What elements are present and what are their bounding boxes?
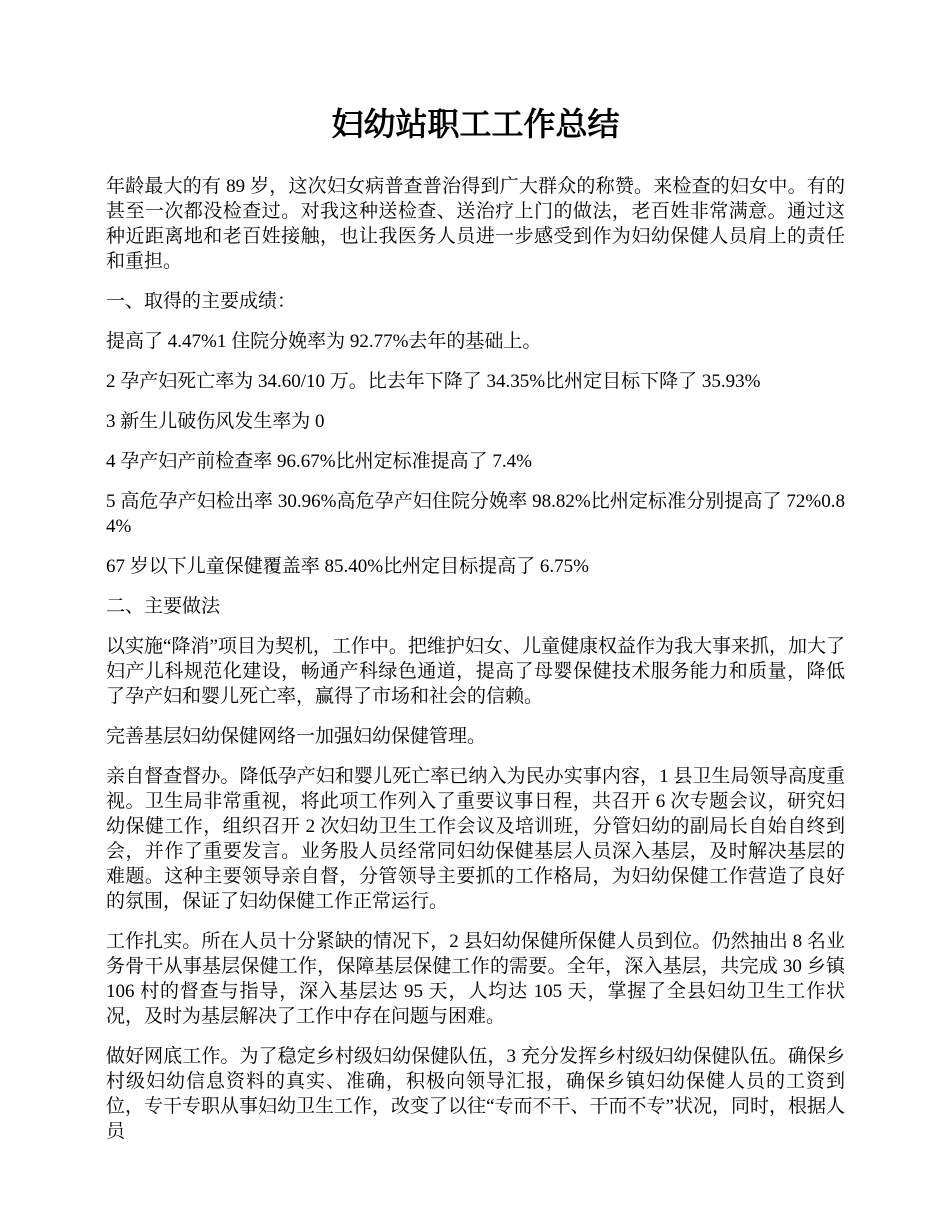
practice-paragraph-1: 以实施“降消”项目为契机，工作中。把维护妇女、儿童健康权益作为我大事来抓，加大了妇产儿科规范化建设，畅通产科绿色通道，提高了母婴保健技术服务能力和质量，降低了孕产妇和婴儿死亡率，赢得了市场和社会的信赖。 — [106, 635, 845, 707]
achievement-item-1: 提高了 4.47%1 住院分娩率为 92.77%去年的基础上。 — [106, 330, 542, 352]
practice-paragraph-3: 亲自督查督办。降低孕产妇和婴儿死亡率已纳入为民办实事内容，1 县卫生局领导高度重视。卫生局非常重视，将此项工作列入了重要议事日程，共召开 6 次专题会议，研究妇幼保健工作，组织召开 2 次妇幼卫生工作会议及培训班，分管妇幼的副局长自始自终到会，并作了重要发言。业务股人员经常同妇幼保健基层人员深入基层，及时解决基层的难题。这种主要领导亲自督，分管领导主要抓的工作格局，为妇幼保健工作营造了良好的氛围，保证了妇幼保健工作正常运行。 — [106, 765, 845, 912]
achievement-item-3: 3 新生儿破伤风发生率为 0 — [106, 410, 325, 432]
achievement-item-5: 5 高危孕产妇检出率 30.96%高危孕产妇住院分娩率 98.82%比州定标准分别提高了 72%0.84% — [106, 490, 845, 537]
page-title: 妇幼站职工工作总结 — [331, 106, 620, 142]
achievement-item-6: 67 岁以下儿童保健覆盖率 85.40%比州定目标提高了 6.75% — [106, 555, 589, 577]
intro-paragraph: 年龄最大的有 89 岁，这次妇女病普查普治得到广大群众的称赞。来检查的妇女中。有的甚至一次都没检查过。对我这种送检查、送治疗上门的做法，老百姓非常满意。通过这种近距离地和老百姓接触，也让我医务人员进一步感受到作为妇幼保健人员肩上的责任和重担。 — [106, 175, 845, 272]
section-heading-achievements: 一、取得的主要成绩： — [106, 290, 297, 312]
achievement-item-2: 2 孕产妇死亡率为 34.60/10 万。比去年下降了 34.35%比州定目标下降了 35.93% — [106, 370, 761, 392]
practice-paragraph-5: 做好网底工作。为了稳定乡村级妇幼保健队伍，3 充分发挥乡村级妇幼保健队伍。确保乡村级妇幼信息资料的真实、准确，积极向领导汇报，确保乡镇妇幼保健人员的工资到位，专干专职从事妇幼卫生工作，改变了以往“专而不干、干而不专”状况，同时，根据人员 — [106, 1045, 845, 1142]
achievement-item-4: 4 孕产妇产前检查率 96.67%比州定标准提高了 7.4% — [106, 450, 532, 472]
section-heading-practices: 二、主要做法 — [106, 595, 221, 617]
practice-paragraph-4: 工作扎实。所在人员十分紧缺的情况下，2 县妇幼保健所保健人员到位。仍然抽出 8 名业务骨干从事基层保健工作，保障基层保健工作的需要。全年，深入基层，共完成 30 乡镇 106 村的督查与指导，深入基层达 95 天，人均达 105 天，掌握了全县妇幼卫生工作状况，及时为基层解决了工作中存在问题与困难。 — [106, 930, 845, 1027]
practice-paragraph-2: 完善基层妇幼保健网络一加强妇幼保健管理。 — [106, 725, 487, 747]
